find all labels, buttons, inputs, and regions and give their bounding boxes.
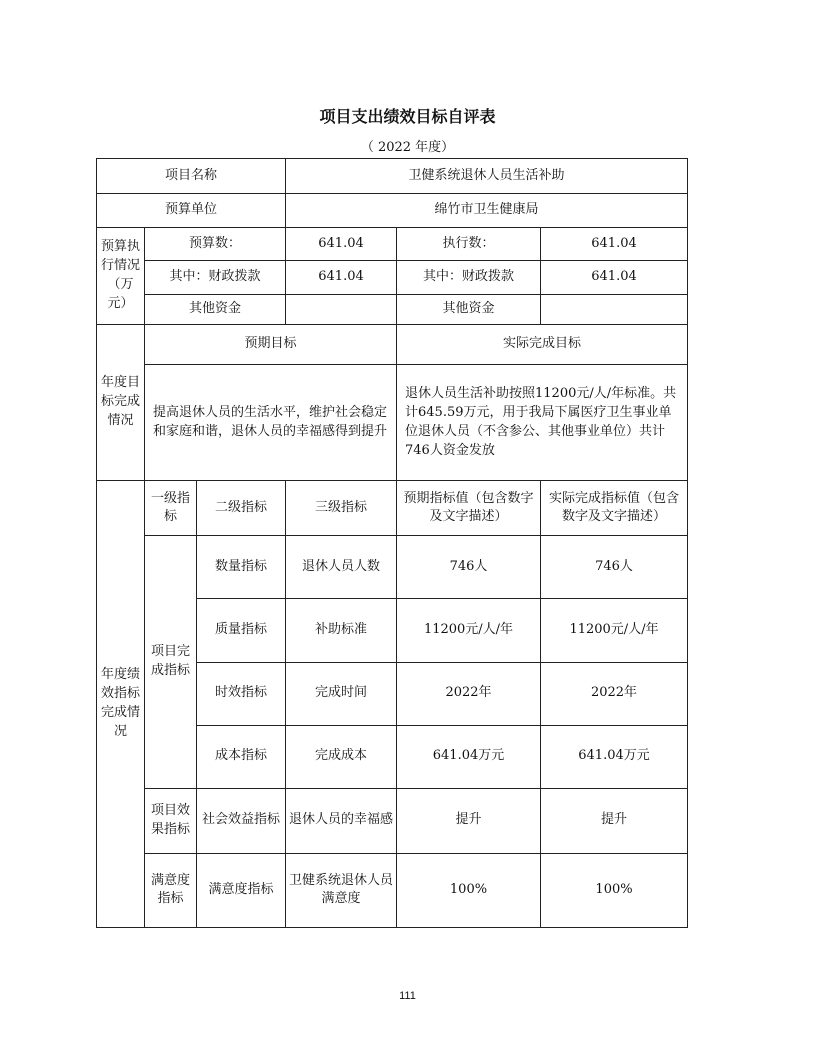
other-funds-executed-value [541,295,688,325]
fiscal-executed-label: 其中：财政拨款 [397,261,541,295]
table-row [97,295,688,325]
fiscal-executed-value: 641.04 [541,261,688,295]
other-funds-budget-value [286,295,397,325]
level3-cell: 补助标准 [286,599,397,662]
table-row [97,194,688,228]
actual-cell: 746人 [541,536,688,599]
level3-cell: 卫健系统退休人员满意度 [286,853,397,927]
table-row [97,228,688,261]
project-name-label: 项目名称 [97,159,286,194]
actual-cell: 11200元/人/年 [541,599,688,662]
actual-cell: 提升 [541,788,688,853]
actual-cell: 2022年 [541,662,688,725]
header-level3: 三级指标 [286,481,397,536]
expected-cell: 2022年 [397,662,541,725]
executed-amount-value: 641.04 [541,228,688,261]
level3-cell: 完成成本 [286,725,397,788]
level3-cell: 退休人员的幸福感 [286,788,397,853]
header-level1: 一级指标 [145,481,197,536]
level2-cell: 社会效益指标 [197,788,286,853]
expected-cell: 提升 [397,788,541,853]
self-evaluation-table [96,158,688,928]
header-level2: 二级指标 [197,481,286,536]
fiscal-budget-value: 641.04 [286,261,397,295]
level3-cell: 退休人员人数 [286,536,397,599]
budget-amount-value: 641.04 [286,228,397,261]
table-row [97,261,688,295]
expected-cell: 641.04万元 [397,725,541,788]
table-row [97,481,688,536]
page-number: 111 [399,990,416,1002]
header-actual: 实际完成指标值（包含数字及文字描述） [541,481,688,536]
executed-amount-label: 执行数： [397,228,541,261]
table-row [97,536,688,599]
actual-cell: 100% [541,853,688,927]
project-name-value: 卫健系统退休人员生活补助 [286,159,688,194]
fiscal-budget-label: 其中：财政拨款 [145,261,286,295]
actual-goal-text: 退休人员生活补助按照11200元/人/年标准。共计645.59万元，用于我局下属医疗卫生事业单位退休人员（不含参公、其他事业单位）共计746人资金发放 [397,365,688,481]
header-expected: 预期指标值（包含数字及文字描述） [397,481,541,536]
performance-section-label: 年度绩效指标完成情况 [97,481,145,928]
budget-unit-value: 绵竹市卫生健康局 [286,194,688,228]
expected-cell: 11200元/人/年 [397,599,541,662]
table-row [97,159,688,194]
level1-satisfaction: 满意度指标 [145,853,197,927]
table-row [97,325,688,365]
table-row [97,788,688,853]
level2-cell: 质量指标 [197,599,286,662]
page-title: 项目支出绩效目标自评表 [319,107,496,126]
expected-goal-text: 提高退休人员的生活水平，维护社会稳定和家庭和谐，退休人员的幸福感得到提升 [145,365,397,481]
level2-cell: 数量指标 [197,536,286,599]
actual-cell: 641.04万元 [541,725,688,788]
actual-goal-header: 实际完成目标 [397,325,688,365]
table-row [97,365,688,481]
annual-goal-section-label: 年度目标完成情况 [97,325,145,481]
budget-amount-label: 预算数： [145,228,286,261]
level1-project-completion: 项目完成指标 [145,536,197,788]
budget-section-label: 预算执行情况（万元） [97,228,145,325]
level3-cell: 完成时间 [286,662,397,725]
expected-cell: 100% [397,853,541,927]
expected-goal-header: 预期目标 [145,325,397,365]
year-subtitle: （ 2022 年度） [360,140,455,155]
budget-unit-label: 预算单位 [97,194,286,228]
level2-cell: 时效指标 [197,662,286,725]
table-row [97,853,688,927]
level2-cell: 满意度指标 [197,853,286,927]
expected-cell: 746人 [397,536,541,599]
level1-project-effect: 项目效果指标 [145,788,197,853]
level2-cell: 成本指标 [197,725,286,788]
other-funds-executed-label: 其他资金 [397,295,541,325]
other-funds-label: 其他资金 [145,295,286,325]
